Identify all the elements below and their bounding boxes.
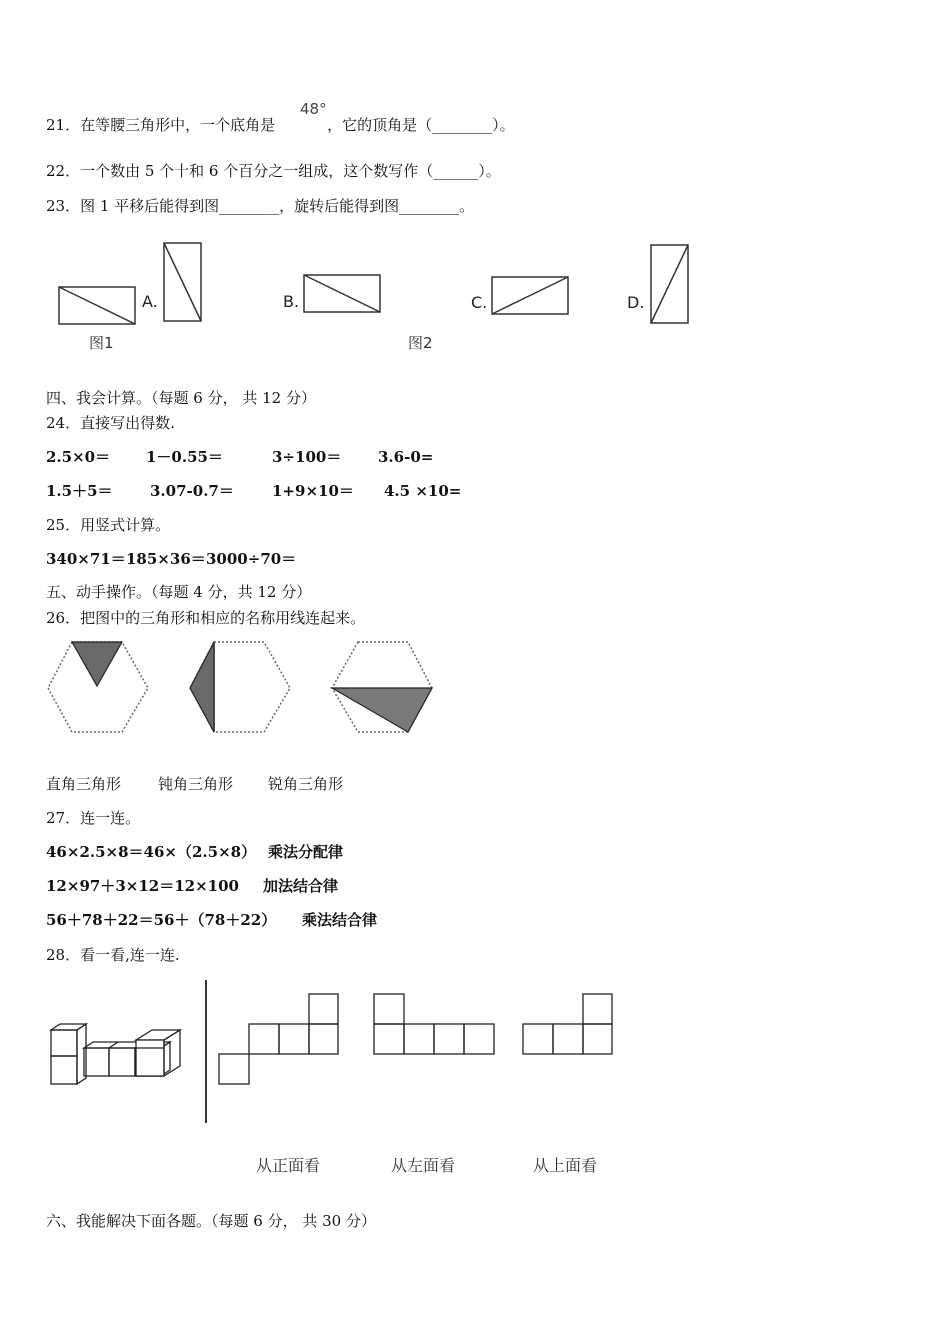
q24-item: 1.5＋5＝ (46, 482, 113, 500)
option-d-label: D. (627, 293, 645, 312)
q24-item: 4.5 ×10= (384, 482, 462, 500)
view-left (374, 994, 494, 1054)
view-label: 从上面看 (533, 1156, 598, 1175)
q21-text: 21．在等腰三角形中，一个底角是 (46, 116, 276, 134)
q24-item: 3.6-0= (378, 448, 434, 466)
q24-item: 1－0.55＝ (146, 448, 223, 466)
section-6-heading: 六、我能解决下面各题。（每题 6 分， 共 30 分） (46, 1212, 376, 1230)
q27-law: 加法结合律 (263, 877, 339, 895)
view-top (523, 994, 612, 1054)
view-front (219, 994, 338, 1084)
q25-item: 185×36＝ (126, 550, 206, 568)
q24-item: 3÷100＝ (272, 448, 342, 466)
q27-expr: 46×2.5×8＝46×（2.5×8） (46, 843, 257, 861)
question-26: 26．把图中的三角形和相应的名称用线连起来。 (46, 609, 366, 627)
q21-rest: ，它的顶角是（________）。 (327, 116, 515, 134)
q26-name: 锐角三角形 (268, 775, 344, 793)
section-4-heading: 四、我会计算。（每题 6 分， 共 12 分） (46, 389, 316, 407)
question-22: 22．一个数由 5 个十和 6 个百分之一组成，这个数写作（______）。 (46, 162, 501, 180)
fig2-caption: 图2 (408, 334, 433, 352)
q26-name: 钝角三角形 (158, 775, 234, 793)
q24-item: 2.5×0＝ (46, 448, 111, 466)
q24-item: 3.07-0.7＝ (150, 482, 234, 500)
question-24: 24．直接写出得数. (46, 414, 175, 432)
q21-degree: 48° (300, 100, 327, 118)
q27-law: 乘法结合律 (302, 911, 378, 929)
triangle-obtuse (190, 642, 214, 732)
triangle-right (332, 688, 432, 732)
hexagon-3 (332, 642, 432, 732)
q25-item: 340×71＝ (46, 550, 126, 568)
question-28: 28．看一看,连一连. (46, 946, 180, 964)
question-23: 23．图 1 平移后能得到图________，旋转后能得到图________。 (46, 197, 475, 215)
option-a-label: A. (142, 292, 158, 311)
q26-name: 直角三角形 (46, 775, 122, 793)
fig1-caption: 图1 (89, 334, 114, 352)
q25-item: 3000÷70＝ (206, 550, 297, 568)
q28-figure (40, 978, 660, 1128)
option-b-label: B. (283, 292, 300, 311)
q27-expr: 56＋78＋22＝56＋（78＋22） (46, 911, 277, 929)
q26-hexagons (40, 638, 460, 738)
question-25: 25．用竖式计算。 (46, 516, 171, 534)
option-c-label: C. (471, 293, 488, 312)
section-5-heading: 五、动手操作。（每题 4 分，共 12 分） (46, 583, 312, 601)
q27-law: 乘法分配律 (268, 843, 344, 861)
view-label: 从左面看 (391, 1156, 456, 1175)
view-label: 从正面看 (256, 1156, 321, 1175)
cube-stack (51, 1024, 180, 1084)
q24-item: 1+9×10＝ (272, 482, 354, 500)
q27-expr: 12×97＋3×12＝12×100 (46, 877, 239, 895)
question-21 (46, 115, 515, 135)
question-27: 27．连一连。 (46, 809, 141, 827)
triangle-acute (72, 642, 122, 686)
